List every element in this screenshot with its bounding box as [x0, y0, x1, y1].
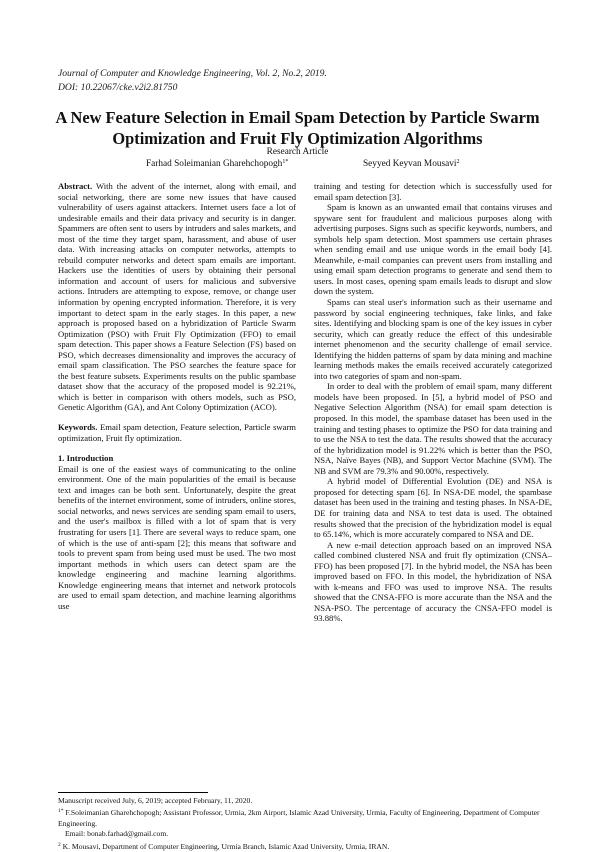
journal-doi: DOI: 10.22067/cke.v2i2.81750 — [58, 82, 178, 93]
keywords-text: Email spam detection, Feature selection, Particle swarm optimization, Fruit fly optimization. — [58, 422, 296, 443]
footnote-1-mark: 1* — [58, 808, 64, 815]
left-column — [58, 181, 296, 611]
journal-citation: Journal of Computer and Knowledge Engineering, Vol. 2, No.2, 2019. — [58, 68, 327, 79]
abstract-label: Abstract. — [58, 181, 93, 191]
journal-header — [58, 67, 538, 95]
footnote-1-email: Email: bonab.farhad@gmail.com. — [65, 829, 169, 839]
right-paragraph-1: Spam is known as an unwanted email that contains viruses and spyware sent for fraudulent and malicious purposes along with advertising purposes. Signs such as specific keywords, numbers, and symbols help spam detection. Most spammers use certain phrases when sending email and use unique words in the email body [4]. Meanwhile, e-mail companies can prevent users from installing and using email spam detection programs to generate and send them to users. In most cases, opening spam emails leads to disrupt and slow down the system. — [314, 202, 552, 297]
intro-paragraph-1: Email is one of the easiest ways of communicating to the online environment. One of the main popularities of the email is because text and images can be both sent. Unfortunately, despite the great benefits of the internet environment, some of intruders, online stores, social networks, and news services are sending spam email to users, and the user's mailbox is filled with a lot of spam that is very frustrating for users [1]. There are several ways to reduce spam, one of which is the use of anti-spam [2]; this means that software and tools to prevent spam from being used must be used. The two most important methods in which users can detect spam are the knowledge engineering and machine learning algorithms. Knowledge engineering means that internet and network protocols are used to email spam detection, and machine learning algorithms use — [58, 463, 296, 611]
author-1-name: Farhad Soleimanian Gharehchopogh — [146, 159, 283, 169]
footnotes — [58, 796, 558, 852]
author-2-name: Seyyed Keyvan Mousavi — [363, 159, 457, 169]
footnote-2 — [58, 840, 558, 852]
right-paragraph-0: training and testing for detection which is successfully used for email spam detection [3]. — [314, 181, 552, 202]
footnote-1 — [58, 806, 558, 829]
author-2 — [363, 157, 459, 170]
footnote-2-mark: 2 — [58, 841, 61, 848]
right-paragraph-3: In order to deal with the problem of email spam, many different models have been proposed. In [5], a hybrid model of PSO and Negative Selection Algorithm (NSA) for email spam detection is proposed. In this model, the spambase dataset has been used in the training and testing phases to optimize the PSO for data training and to use the NSA to test the data. The results showed that the accuracy of the hybridization model is 91.22% which is better than the PSO, NSA, Naïve Bayes (NB), and Support Vector Machine (SVM). The NB and SVM are 79.3% and 90.00%, respectively. — [314, 381, 552, 476]
right-paragraph-4: A hybrid model of Differential Evolution (DE) and NSA is proposed for detecting spam [6]. In NSA-DE model, the spambase dataset has been used in the training and testing phases. In NSA-DE, DE for training data and NSA to test data is used. The obtained results showed that the precision of the hybridization model is equal to 65.14%, which is more accurately compared to NSA and DE. — [314, 476, 552, 540]
right-paragraph-5: A new e-mail detection approach based on an improved NSA called combined clustered NSA and fruit fly optimization (CNSA–FFO) has been proposed [7]. In the hybrid model, the NSA has been improved based on FFO. In this model, the hybridization of NSA with k-means and FFO was used to improve NSA. The results showed that the CNSA-FFO is more accurate than the NSA and the NSA-PSO. The percentage of accuracy the CNSA-FFO model is 93.88%. — [314, 539, 552, 624]
author-2-mark: 2 — [456, 159, 460, 165]
section-heading-introduction: 1. Introduction — [58, 453, 114, 464]
abstract — [58, 181, 296, 413]
footnote-received: Manuscript received July, 6, 2019; accepted February, 11, 2020. — [58, 796, 253, 805]
footnote-divider — [58, 792, 208, 793]
keywords — [58, 422, 296, 443]
footnote-1-text: F.Soleimanian Gharehchopogh; Assistant Professor, Urmia, 2km Airport, Islamic Azad University, Urmia, Faculty of Engineering, Department of Computer Engineering. — [58, 808, 540, 828]
right-column — [314, 181, 552, 624]
author-1 — [146, 157, 288, 170]
paper-title: A New Feature Selection in Email Spam Detection by Particle Swarm Optimization and Fruit Fly Optimization Algorithms — [55, 108, 540, 148]
article-type: Research Article — [266, 147, 329, 157]
right-paragraph-2: Spams can steal user's information such as their username and password by social engineering techniques, fake links, and fake sites. Identifying and blocking spam is one of the key issues in cyber security, which can greatly reduce the effect of this undesirable internet phenomenon and the security challenge of email service. Identifying the hidden patterns of spam by data mining and machine learning methods makes the emails received accurately categorized into two categories of spam and non-spam. — [314, 297, 552, 381]
author-1-mark: 1* — [282, 159, 289, 165]
keywords-label: Keywords. — [58, 422, 98, 433]
abstract-text: With the advent of the internet, along with email, and social networking, there are some new issues that have caused vulnerability of users against attackers. Internet users face a lot of undesirable emails and their data privacy and security is in danger. Spammers are often sent to users by intruders and sales markets, and most of the time they target spam, harassment, and abuse of user data. With increasing attacks on computer networks, attempts to rebuild computer networks and detect spam emails are important. Hackers use the identities of users by obtaining their personal information and account of users for malicious and subversive actions. Intruders are attempting to expose, remove, or change user information by opening encrypted information. Therefore, it is very important to detect spam in the early stages. In this paper, a new approach is proposed based on a hybridization of Particle Swarm Optimization (PSO) with Fruit Fly Optimization (FFO) to email spam detection. This paper shows a Feature Selection (FS) based on PSO, which decreases dimensionality and improves the accuracy of email spam classification. The PSO searches the feature space for the best feature subsets. Experiments results on the public spambase dataset show that the accuracy of the proposed model is 92.21%, which is better in comparison with others models, such as PSO, Genetic Algorithm (GA), and Ant Colony Optimization (ACO). — [58, 181, 297, 413]
footnote-2-text: K. Mousavi, Department of Computer Engineering, Urmia Branch, Islamic Azad University, Urmia, IRAN. — [62, 841, 390, 851]
